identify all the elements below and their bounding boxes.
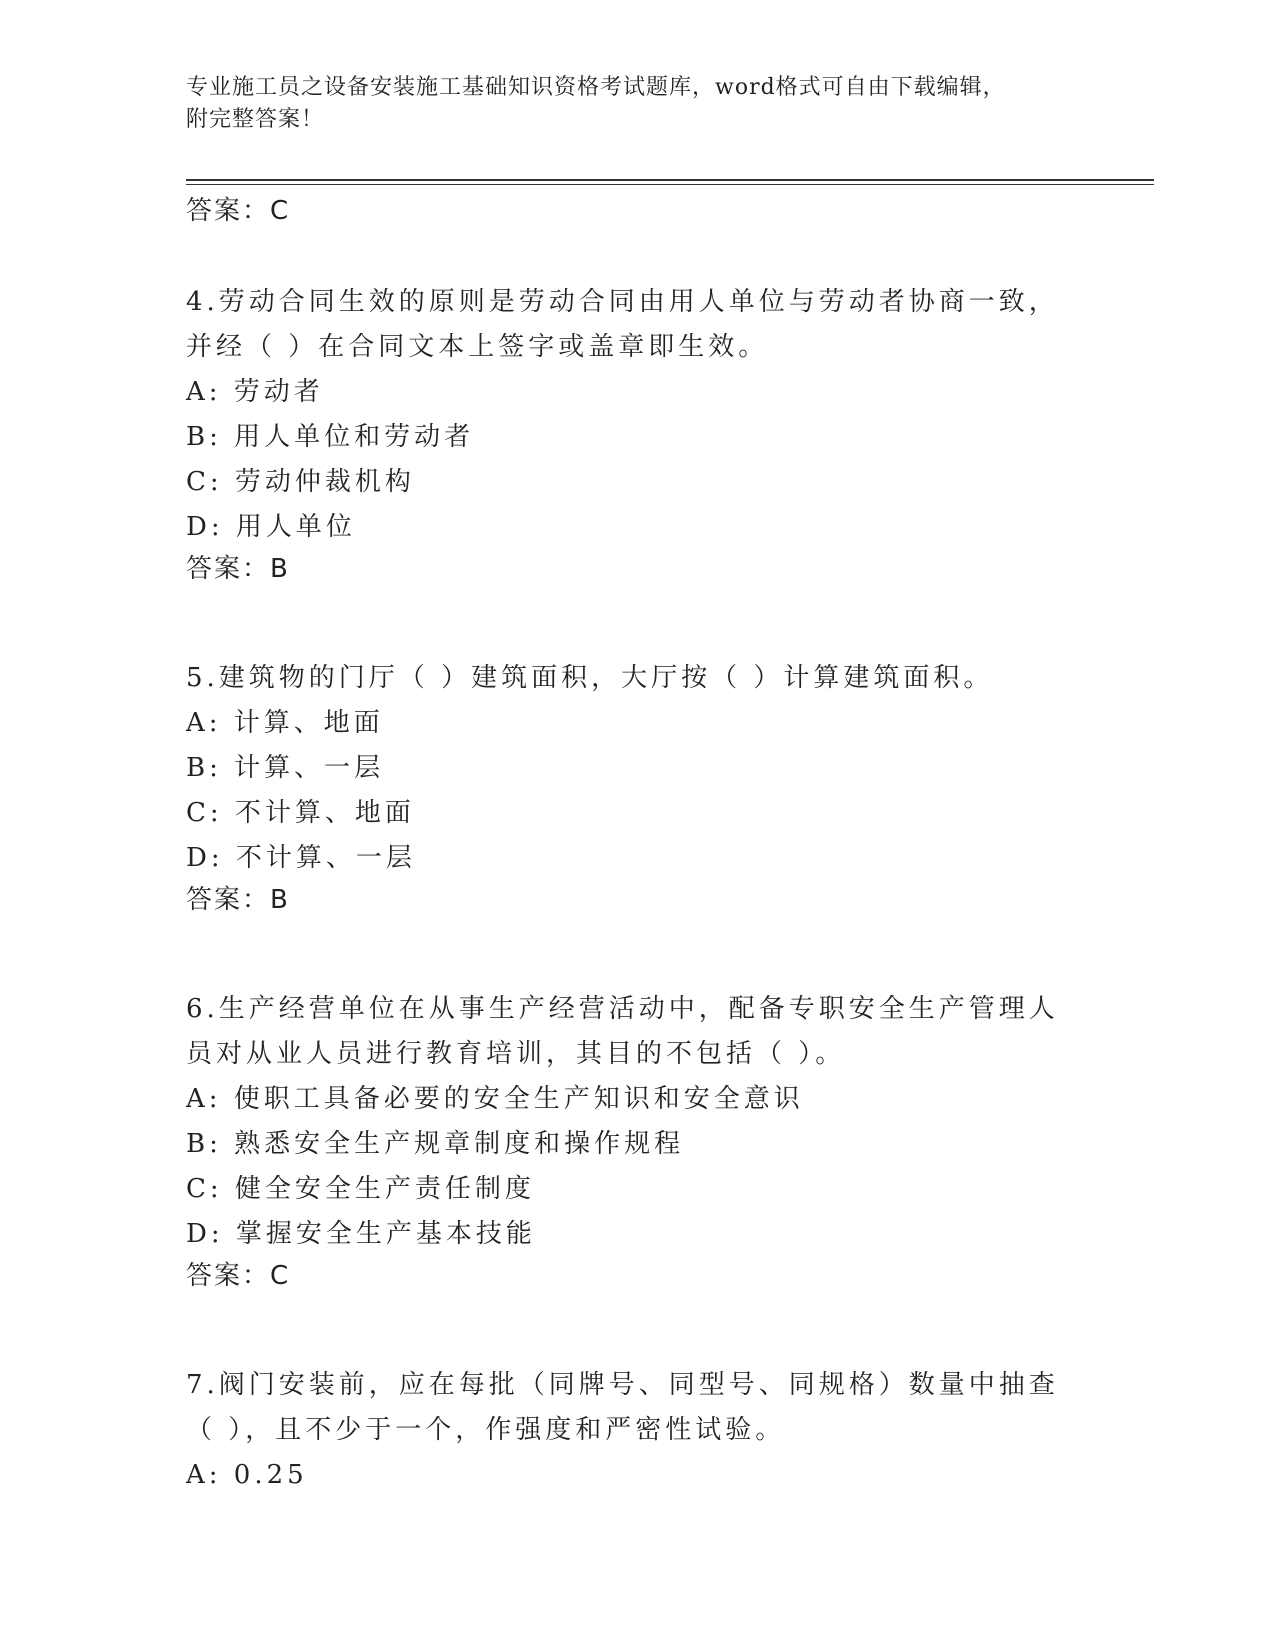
option-a: A: 使职工具备必要的安全生产知识和安全意识 (186, 1084, 804, 1114)
option-a: A: 计算、地面 (186, 708, 384, 738)
option-d: D: 不计算、一层 (186, 843, 416, 873)
answer-line: 答案：B (186, 554, 290, 584)
option-b: B: 计算、一层 (186, 753, 385, 783)
answer-line: 答案：C (186, 1261, 291, 1291)
question-text: 4.劳动合同生效的原则是劳动合同由用人单位与劳动者协商一致，并经（ ）在合同文本上签字或盖章即生效。 (186, 287, 1059, 362)
question-block (186, 656, 1086, 919)
option-d: D: 用人单位 (186, 512, 356, 542)
option-b: B: 熟悉安全生产规章制度和操作规程 (186, 1129, 685, 1159)
header-line-2: 附完整答案！ (186, 107, 325, 132)
header-divider-thin (186, 184, 1154, 185)
option-b: B: 用人单位和劳动者 (186, 422, 475, 452)
option-a: A: 0.25 (186, 1460, 308, 1490)
option-c: C: 健全安全生产责任制度 (186, 1174, 535, 1204)
question-text: 5.建筑物的门厅（ ）建筑面积，大厅按（ ）计算建筑面积。 (186, 663, 994, 693)
question-block (186, 280, 1086, 588)
question-text: 6.生产经营单位在从事生产经营活动中，配备专职安全生产管理人员对从业人员进行教育培训，其目的不包括（ ）。 (186, 994, 1059, 1069)
answer-line: 答案：B (186, 885, 290, 915)
question-list (186, 192, 1086, 1498)
header-divider-thick (186, 179, 1154, 181)
option-a: A: 劳动者 (186, 377, 324, 407)
option-c: C: 不计算、地面 (186, 798, 415, 828)
question-block (186, 987, 1086, 1295)
header-line-1: 专业施工员之设备安装施工基础知识资格考试题库，word格式可自由下载编辑， (186, 75, 1006, 100)
question-text: 7.阀门安装前，应在每批（同牌号、同型号、同规格）数量中抽查（ ），且不少于一个，作强度和严密性试验。 (186, 1370, 1059, 1445)
answer-line: 答案：C (186, 196, 291, 226)
document-header (186, 72, 1066, 136)
option-c: C: 劳动仲裁机构 (186, 467, 415, 497)
question-block (186, 1363, 1086, 1498)
option-d: D: 掌握安全生产基本技能 (186, 1219, 536, 1249)
